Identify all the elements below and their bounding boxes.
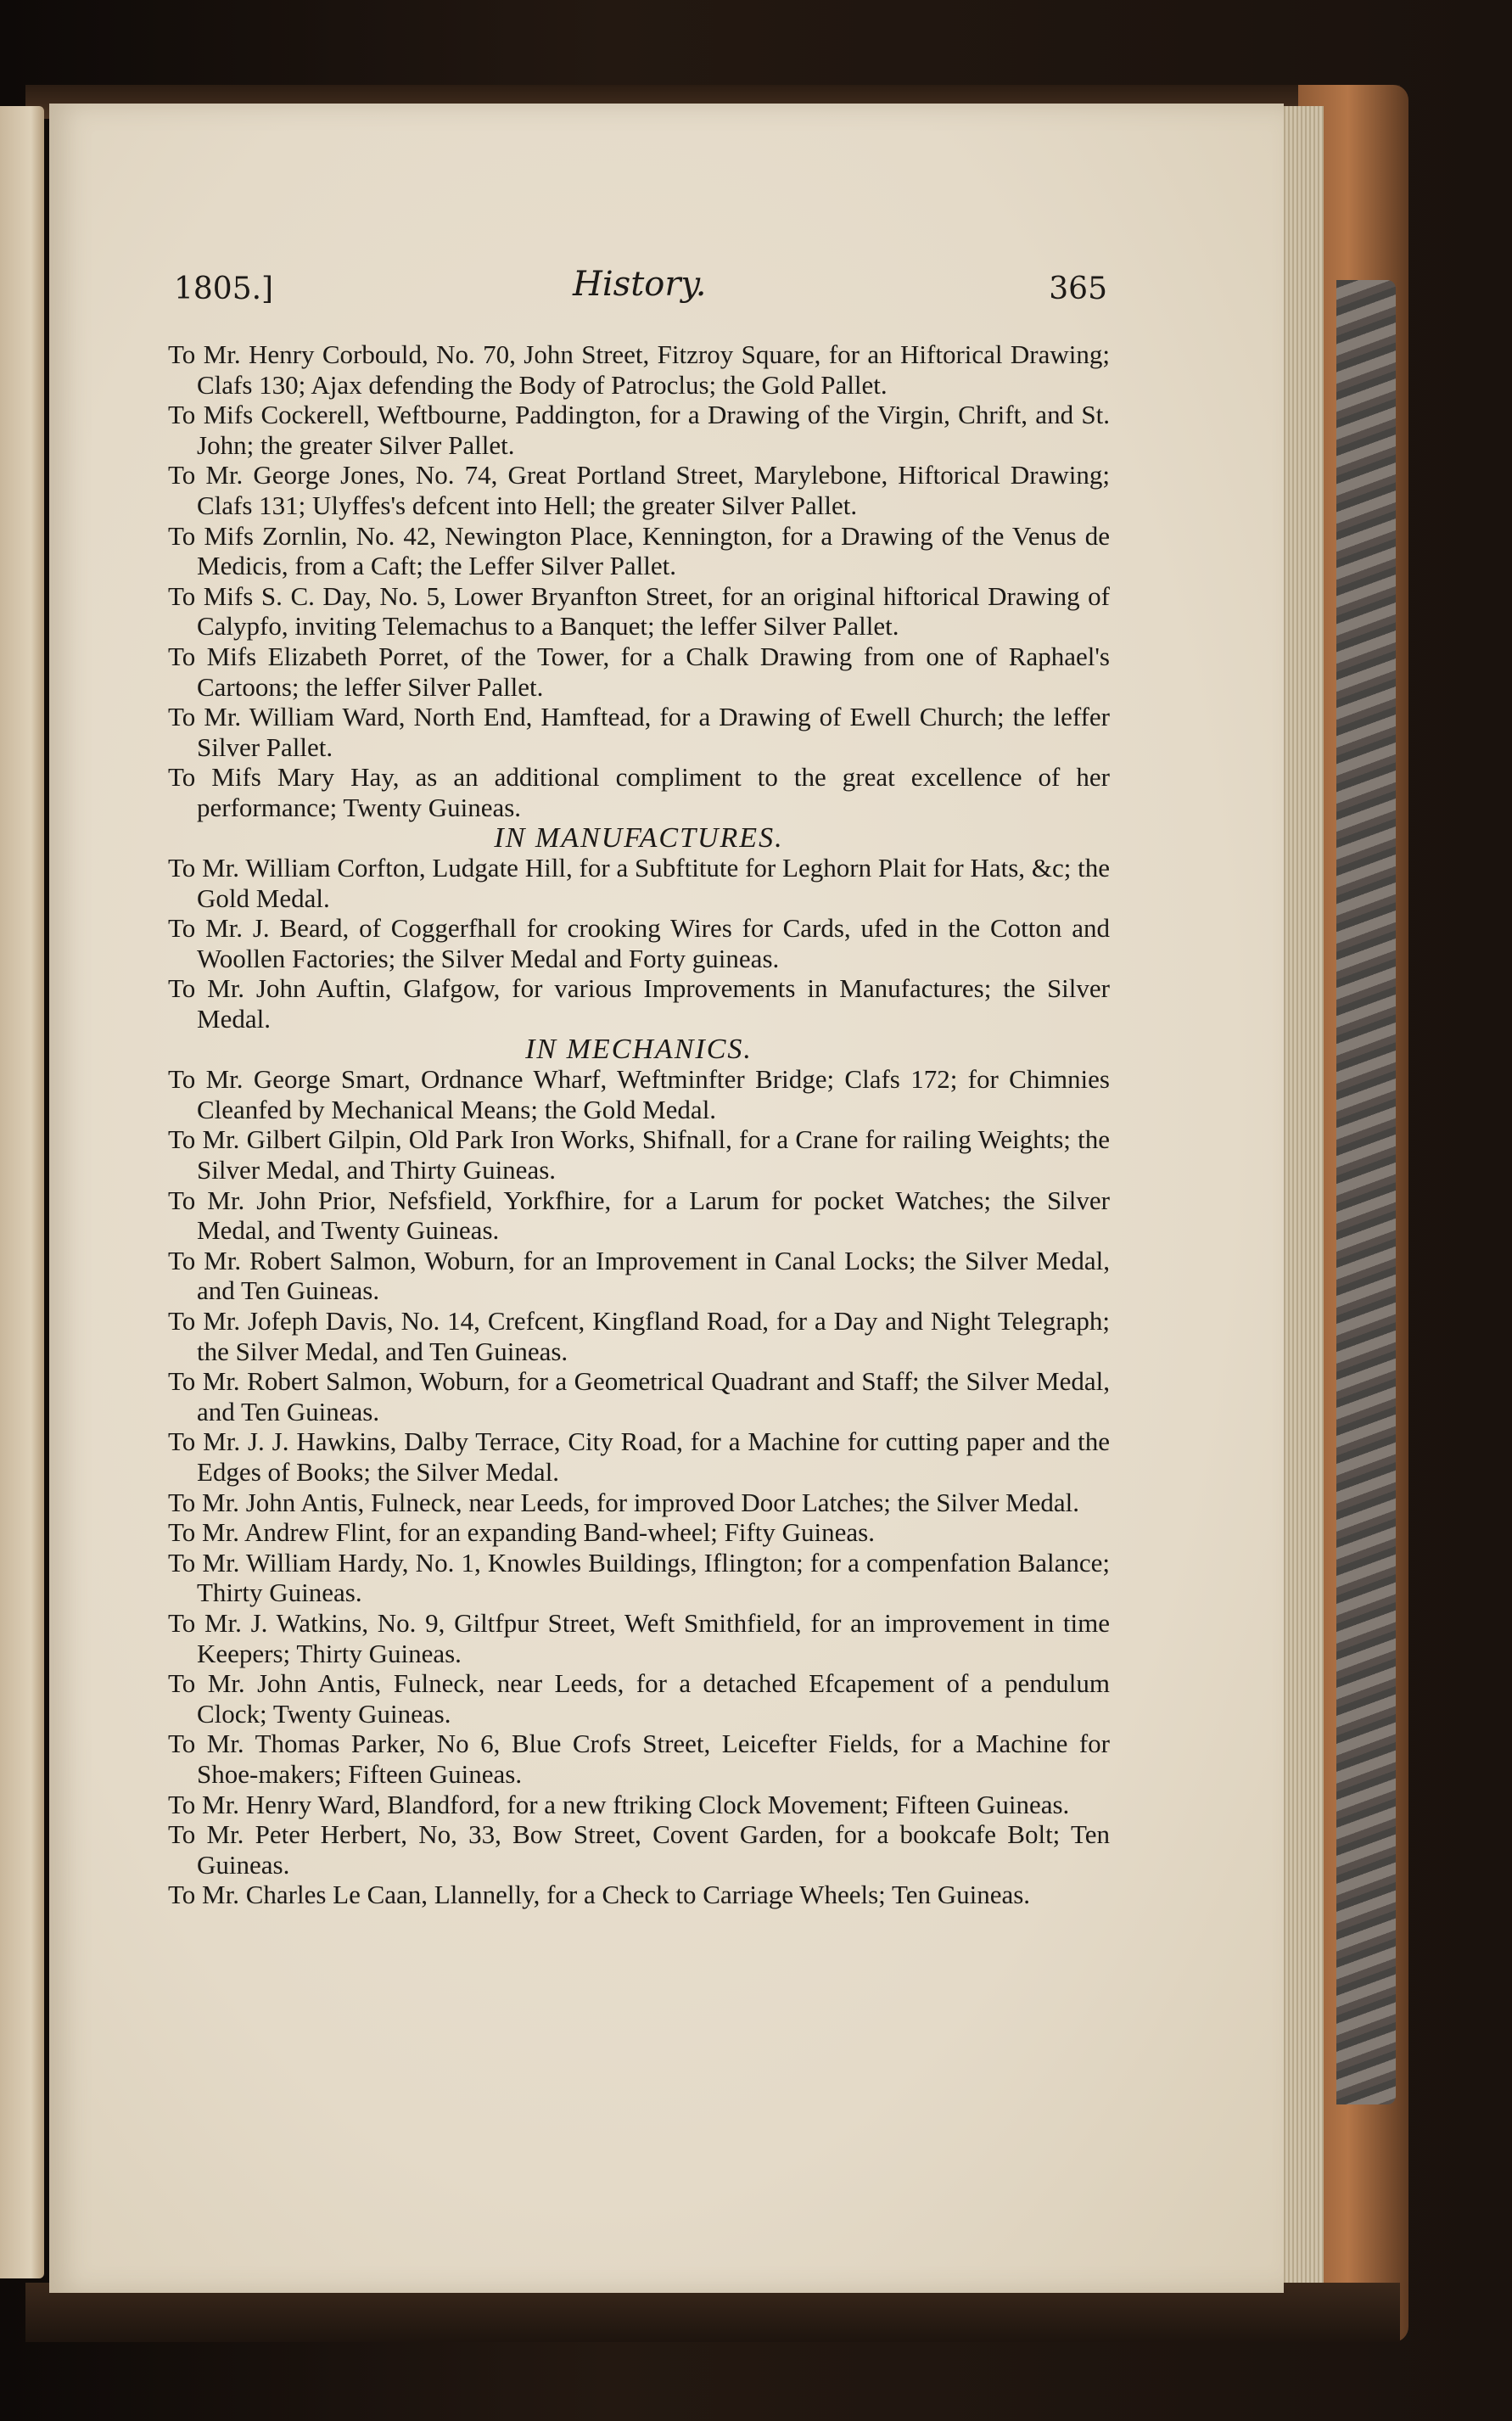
award-entry: To Mr. William Corfton, Ludgate Hill, for a Subftitute for Leghorn Plait for Hats, &c; the Gold Medal.	[168, 853, 1110, 913]
award-entry: To Mifs Mary Hay, as an additional compliment to the great excellence of her performance; Twenty Guineas.	[168, 762, 1110, 822]
page-number: 365	[1049, 272, 1107, 306]
award-entry: To Mr. Charles Le Caan, Llannelly, for a Check to Carriage Wheels; Ten Guineas.	[168, 1880, 1031, 1910]
award-entry: To Mr. J. Beard, of Coggerfhall for crooking Wires for Cards, ufed in the Cotton and Woollen Factories; the Silver Medal and Forty guineas.	[168, 913, 1110, 973]
award-entry: To Mr. Thomas Parker, No 6, Blue Crofs Street, Leicefter Fields, for a Machine for Shoe-makers; Fifteen Guineas.	[168, 1729, 1110, 1789]
award-entry: To Mr. Gilbert Gilpin, Old Park Iron Works, Shifnall, for a Crane for railing Weights; the Silver Medal, and Thirty Guineas.	[168, 1124, 1110, 1185]
award-entry: To Mifs Cockerell, Weftbourne, Paddington, for a Drawing of the Virgin, Chrift, and St. John; the greater Silver Pallet.	[168, 400, 1110, 460]
award-entry: To Mr. Robert Salmon, Woburn, for an Improvement in Canal Locks; the Silver Medal, and Ten Guineas.	[168, 1245, 1110, 1306]
award-entry: To Mr. John Prior, Nefsfield, Yorkfhire, for a Larum for pocket Watches; the Silver Medal, and Twenty Guineas.	[168, 1185, 1110, 1246]
header-running-title: History.	[573, 265, 707, 304]
running-header	[174, 265, 1107, 316]
header-year: 1805.]	[174, 272, 274, 306]
award-entry: To Mr. Andrew Flint, for an expanding Band-wheel; Fifty Guineas.	[168, 1517, 875, 1548]
award-entry: To Mr. John Auftin, Glafgow, for various Improvements in Manufactures; the Silver Medal.	[168, 973, 1110, 1034]
award-entry: To Mr. William Ward, North End, Hamftead, for a Drawing of Ewell Church; the leffer Silver Pallet.	[168, 702, 1110, 762]
award-entry: To Mr. J. Watkins, No. 9, Giltfpur Street, Weft Smithfield, for an improvement in time Keepers; Thirty Guineas.	[168, 1607, 1110, 1668]
marbled-edge	[1336, 280, 1396, 2104]
award-entry: To Mr. Henry Corbould, No. 70, John Street, Fitzroy Square, for an Hiftorical Drawing; Clafs 130; Ajax defending the Body of Patroclus; the Gold Pallet.	[168, 339, 1110, 400]
facing-page-edge	[0, 106, 44, 2278]
award-entry: To Mr. John Antis, Fulneck, near Leeds, for a detached Efcapement of a pendulum Clock; Twenty Guineas.	[168, 1668, 1110, 1729]
section-heading: IN MECHANICS.	[525, 1033, 753, 1065]
award-entry: To Mr. Henry Ward, Blandford, for a new ftriking Clock Movement; Fifteen Guineas.	[168, 1789, 1070, 1819]
award-entry: To Mr. George Smart, Ordnance Wharf, Weftminfter Bridge; Clafs 172; for Chimnies Cleanfed by Mechanical Means; the Gold Medal.	[168, 1064, 1110, 1124]
award-entry: To Mifs Zornlin, No. 42, Newington Place, Kennington, for a Drawing of the Venus de Medicis, from a Caft; the Leffer Silver Pallet.	[168, 520, 1110, 581]
award-entry: To Mr. George Jones, No. 74, Great Portland Street, Marylebone, Hiftorical Drawing; Clafs 131; Ulyffes's defcent into Hell; the greater Silver Pallet.	[168, 460, 1110, 520]
award-entry: To Mr. William Hardy, No. 1, Knowles Buildings, Iflington; for a compenfation Balance; Thirty Guineas.	[168, 1547, 1110, 1608]
award-entry: To Mr. Robert Salmon, Woburn, for a Geometrical Quadrant and Staff; the Silver Medal, and Ten Guineas.	[168, 1366, 1110, 1426]
page-body	[168, 339, 1110, 1910]
section-heading: IN MANUFACTURES.	[494, 821, 784, 854]
award-entry: To Mifs S. C. Day, No. 5, Lower Bryanfton Street, for an original hiftorical Drawing of Calypfo, inviting Telemachus to a Banquet; the leffer Silver Pallet.	[168, 580, 1110, 642]
award-entry: To Mr. Peter Herbert, No, 33, Bow Street, Covent Garden, for a bookcafe Bolt; Ten Guineas.	[168, 1819, 1110, 1880]
award-entry: To Mr. John Antis, Fulneck, near Leeds, for improved Door Latches; the Silver Medal.	[168, 1487, 1079, 1517]
award-entry: To Mifs Elizabeth Porret, of the Tower, for a Chalk Drawing from one of Raphael's Cartoons; the leffer Silver Pallet.	[168, 641, 1110, 702]
award-entry: To Mr. Jofeph Davis, No. 14, Crefcent, Kingfland Road, for a Day and Night Telegraph; the Silver Medal, and Ten Guineas.	[168, 1306, 1110, 1366]
award-entry: To Mr. J. J. Hawkins, Dalby Terrace, City Road, for a Machine for cutting paper and the Edges of Books; the Silver Medal.	[168, 1426, 1110, 1487]
